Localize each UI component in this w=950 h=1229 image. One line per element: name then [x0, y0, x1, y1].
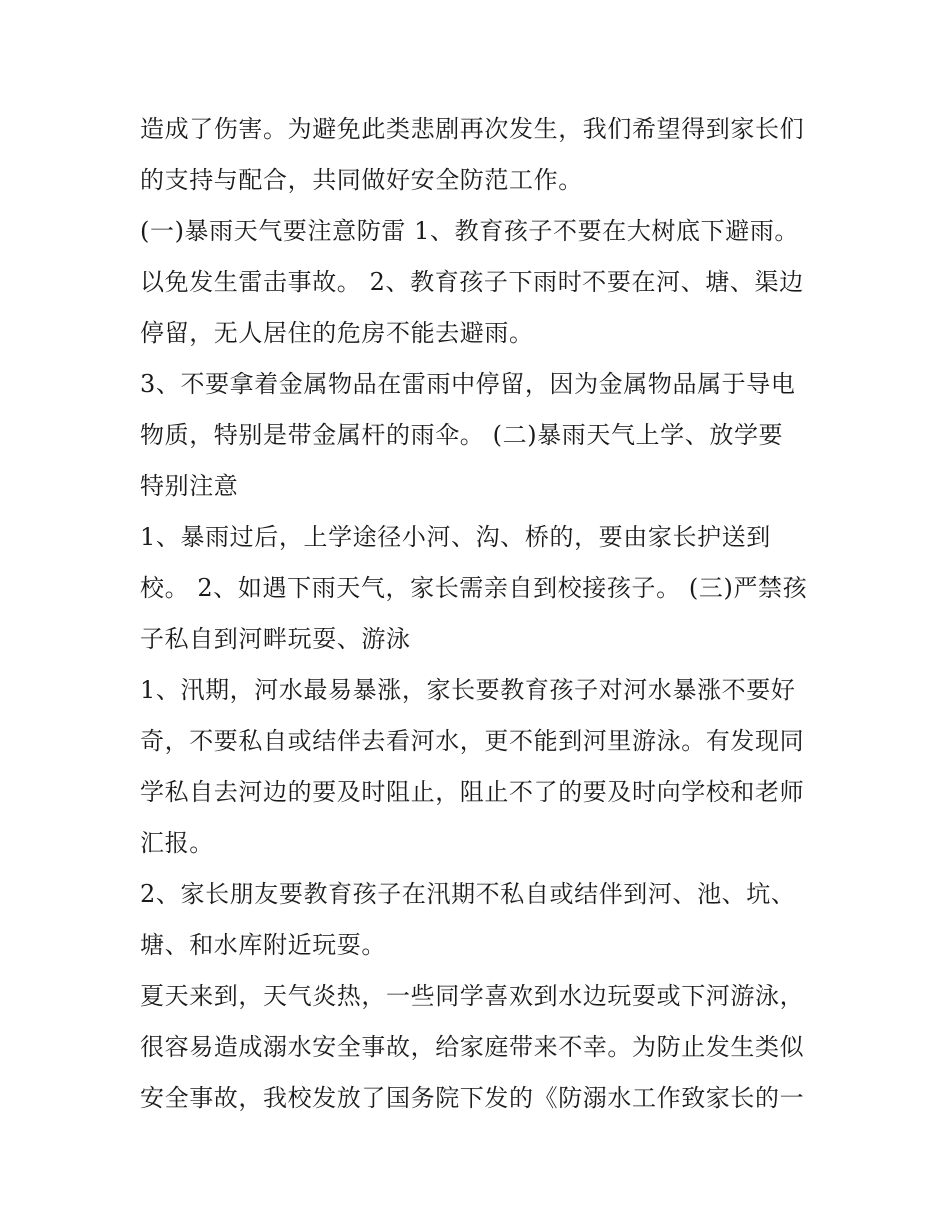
text-line: 造成了伤害。为避免此类悲剧再次发生，我们希望得到家长们	[140, 115, 805, 143]
text-line: 安全事故，我校发放了国务院下发的《防溺水工作致家长的一	[140, 1084, 805, 1112]
text-line: 物质，特别是带金属杆的雨伞。 (二)暴雨天气上学、放学要	[140, 421, 784, 449]
text-line: 校。 2、如遇下雨天气，家长需亲自到校接孩子。 (三)严禁孩	[140, 574, 808, 602]
text-line: 特别注意	[140, 472, 239, 500]
text-line: 很容易造成溺水安全事故，给家庭带来不幸。为防止发生类似	[140, 1033, 805, 1061]
text-line: 奇，不要私自或结伴去看河水，更不能到河里游泳。有发现同	[140, 727, 805, 755]
text-line: 以免发生雷击事故。 2、教育孩子下雨时不要在河、塘、渠边	[140, 268, 804, 296]
text-line: (一)暴雨天气要注意防雷 1、教育孩子不要在大树底下避雨。	[140, 217, 800, 245]
text-line: 3、不要拿着金属物品在雷雨中停留，因为金属物品属于导电	[140, 370, 796, 398]
text-line: 1、汛期，河水最易暴涨，家长要教育孩子对河水暴涨不要好	[140, 676, 796, 704]
text-line: 子私自到河畔玩耍、游泳	[140, 625, 411, 653]
body-text	[140, 104, 820, 1124]
text-line: 塘、和水库附近玩耍。	[140, 931, 386, 959]
text-line: 夏天来到，天气炎热，一些同学喜欢到水边玩耍或下河游泳，	[140, 982, 805, 1010]
text-line: 2、家长朋友要教育孩子在汛期不私自或结伴到河、池、坑、	[140, 880, 796, 908]
text-line: 停留，无人居住的危房不能去避雨。	[140, 319, 534, 347]
text-line: 学私自去河边的要及时阻止，阻止不了的要及时向学校和老师	[140, 778, 805, 806]
text-line: 1、暴雨过后，上学途径小河、沟、桥的，要由家长护送到	[140, 523, 771, 551]
text-line: 的支持与配合，共同做好安全防范工作。	[140, 166, 583, 194]
text-line: 汇报。	[140, 829, 214, 857]
